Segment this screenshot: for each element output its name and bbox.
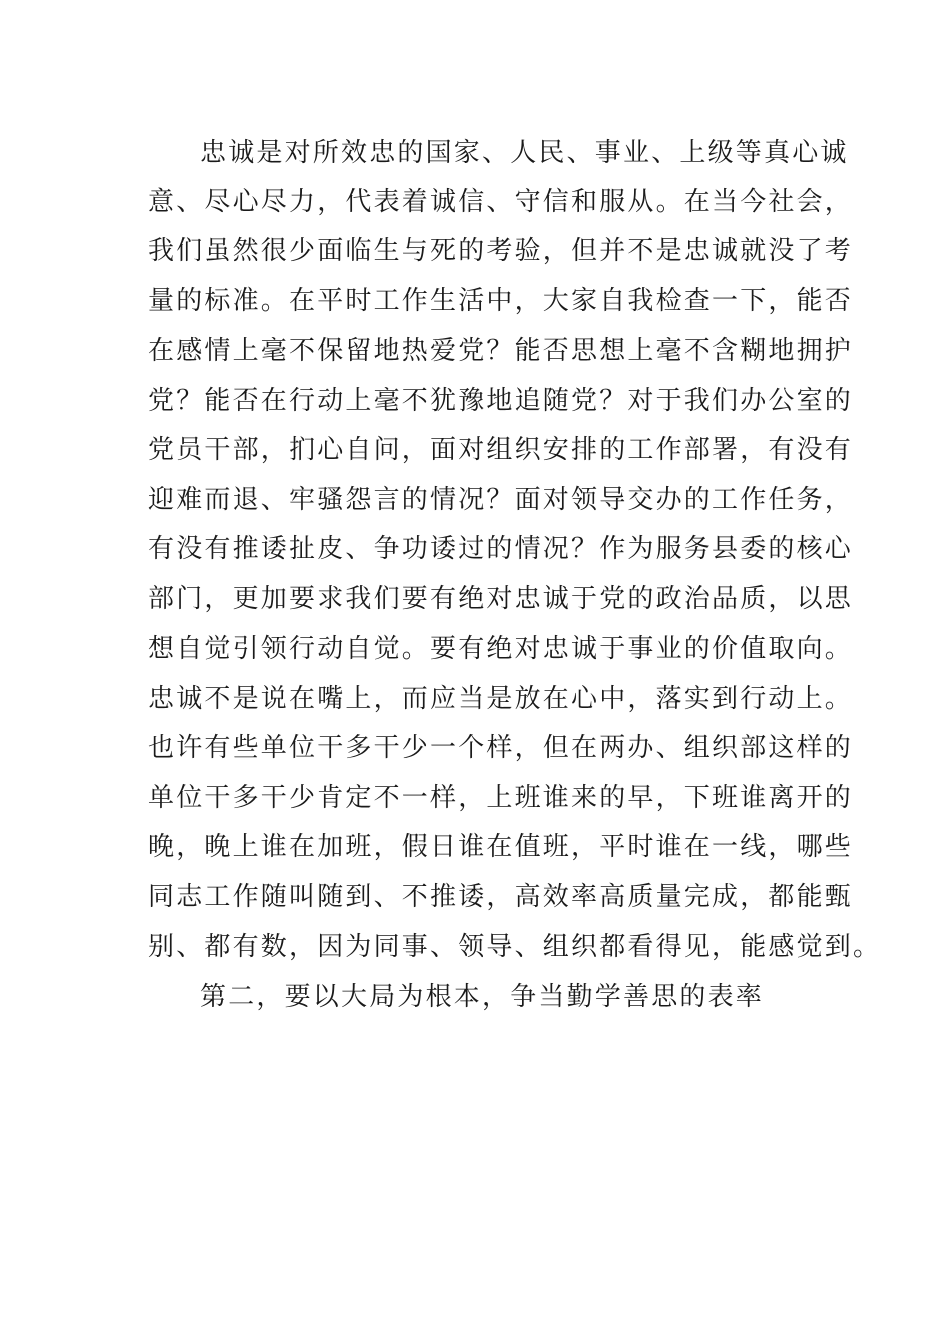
paragraph-line: 意、尽心尽力，代表着诚信、守信和服从。在当今社会， — [148, 187, 854, 217]
paragraph-line: 我们虽然很少面临生与死的考验，但并不是忠诚就没了考 — [148, 236, 854, 266]
paragraph-line: 也许有些单位干多干少一个样，但在两办、组织部这样的 — [148, 733, 854, 763]
paragraph-line: 单位干多干少肯定不一样，上班谁来的早，下班谁离开的 — [148, 783, 854, 813]
paragraph-line: 在感情上毫不保留地热爱党？能否思想上毫不含糊地拥护 — [148, 336, 854, 366]
section-heading: 第二，要以大局为根本，争当勤学善思的表率 — [200, 982, 765, 1012]
paragraph-line: 别、都有数，因为同事、领导、组织都看得见，能感觉到。 — [148, 932, 882, 962]
paragraph-line: 量的标准。在平时工作生活中，大家自我检查一下，能否 — [148, 286, 854, 316]
paragraph-line: 有没有推诿扯皮、争功诿过的情况？作为服务县委的核心 — [148, 534, 854, 564]
paragraph-line: 党？能否在行动上毫不犹豫地追随党？对于我们办公室的 — [148, 386, 854, 416]
paragraph-line: 忠诚是对所效忠的国家、人民、事业、上级等真心诚 — [200, 138, 849, 168]
paragraph-line: 忠诚不是说在嘴上，而应当是放在心中，落实到行动上。 — [148, 684, 854, 714]
paragraph-line: 党员干部，扪心自问，面对组织安排的工作部署，有没有 — [148, 435, 854, 465]
paragraph-line: 同志工作随叫随到、不推诿，高效率高质量完成，都能甄 — [148, 882, 854, 912]
paragraph-line: 迎难而退、牢骚怨言的情况？面对领导交办的工作任务， — [148, 485, 854, 515]
paragraph-line: 想自觉引领行动自觉。要有绝对忠诚于事业的价值取向。 — [148, 634, 854, 664]
paragraph-line: 晚，晚上谁在加班，假日谁在值班，平时谁在一线，哪些 — [148, 832, 854, 862]
paragraph-line: 部门，更加要求我们要有绝对忠诚于党的政治品质，以思 — [148, 584, 854, 614]
